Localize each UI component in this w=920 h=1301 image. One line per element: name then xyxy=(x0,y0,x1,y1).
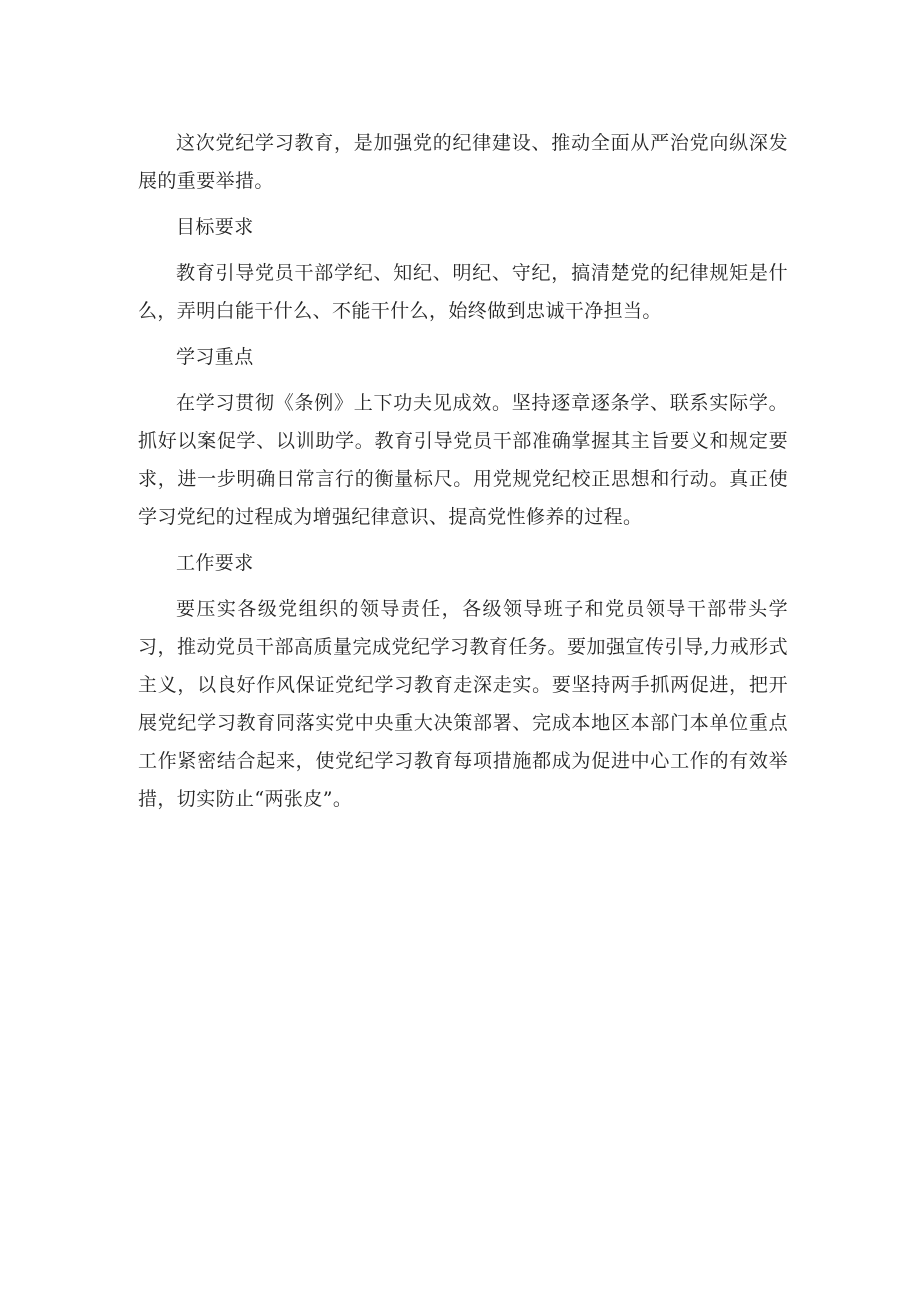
section-heading-goals: 目标要求 xyxy=(176,216,254,238)
study-focus-paragraph: 在学习贯彻《条例》上下功夫见成效。坚持逐章逐条学、联系实际学。抓好以案促学、以训助学。教育引导党员干部准确掌握其主旨要义和规定要求，进一步明确日常言行的衡量标尺。用党规党纪校正思想和行动。真正使学习党纪的过程成为增强纪律意识、提高党性修养的过程。 xyxy=(138,392,788,528)
section-heading-study-focus: 学习重点 xyxy=(176,346,254,368)
document-body xyxy=(138,124,788,826)
goals-paragraph: 教育引导党员干部学纪、知纪、明纪、守纪，搞清楚党的纪律规矩是什么，弄明白能干什么、不能干什么，始终做到忠诚干净担当。 xyxy=(138,262,788,322)
section-heading-work-requirements: 工作要求 xyxy=(176,552,254,574)
intro-paragraph: 这次党纪学习教育，是加强党的纪律建设、推动全面从严治党向纵深发展的重要举措。 xyxy=(138,132,788,192)
work-requirements-paragraph: 要压实各级党组织的领导责任，各级领导班子和党员领导干部带头学习，推动党员干部高质量完成党纪学习教育任务。要加强宣传引导,力戒形式主义，以良好作风保证党纪学习教育走深走实。要坚持两手抓两促进，把开展党纪学习教育同落实党中央重大决策部署、完成本地区本部门本单位重点工作紧密结合起来，使党纪学习教育每项措施都成为促进中心工作的有效举措，切实防止“两张皮”。 xyxy=(138,598,788,810)
